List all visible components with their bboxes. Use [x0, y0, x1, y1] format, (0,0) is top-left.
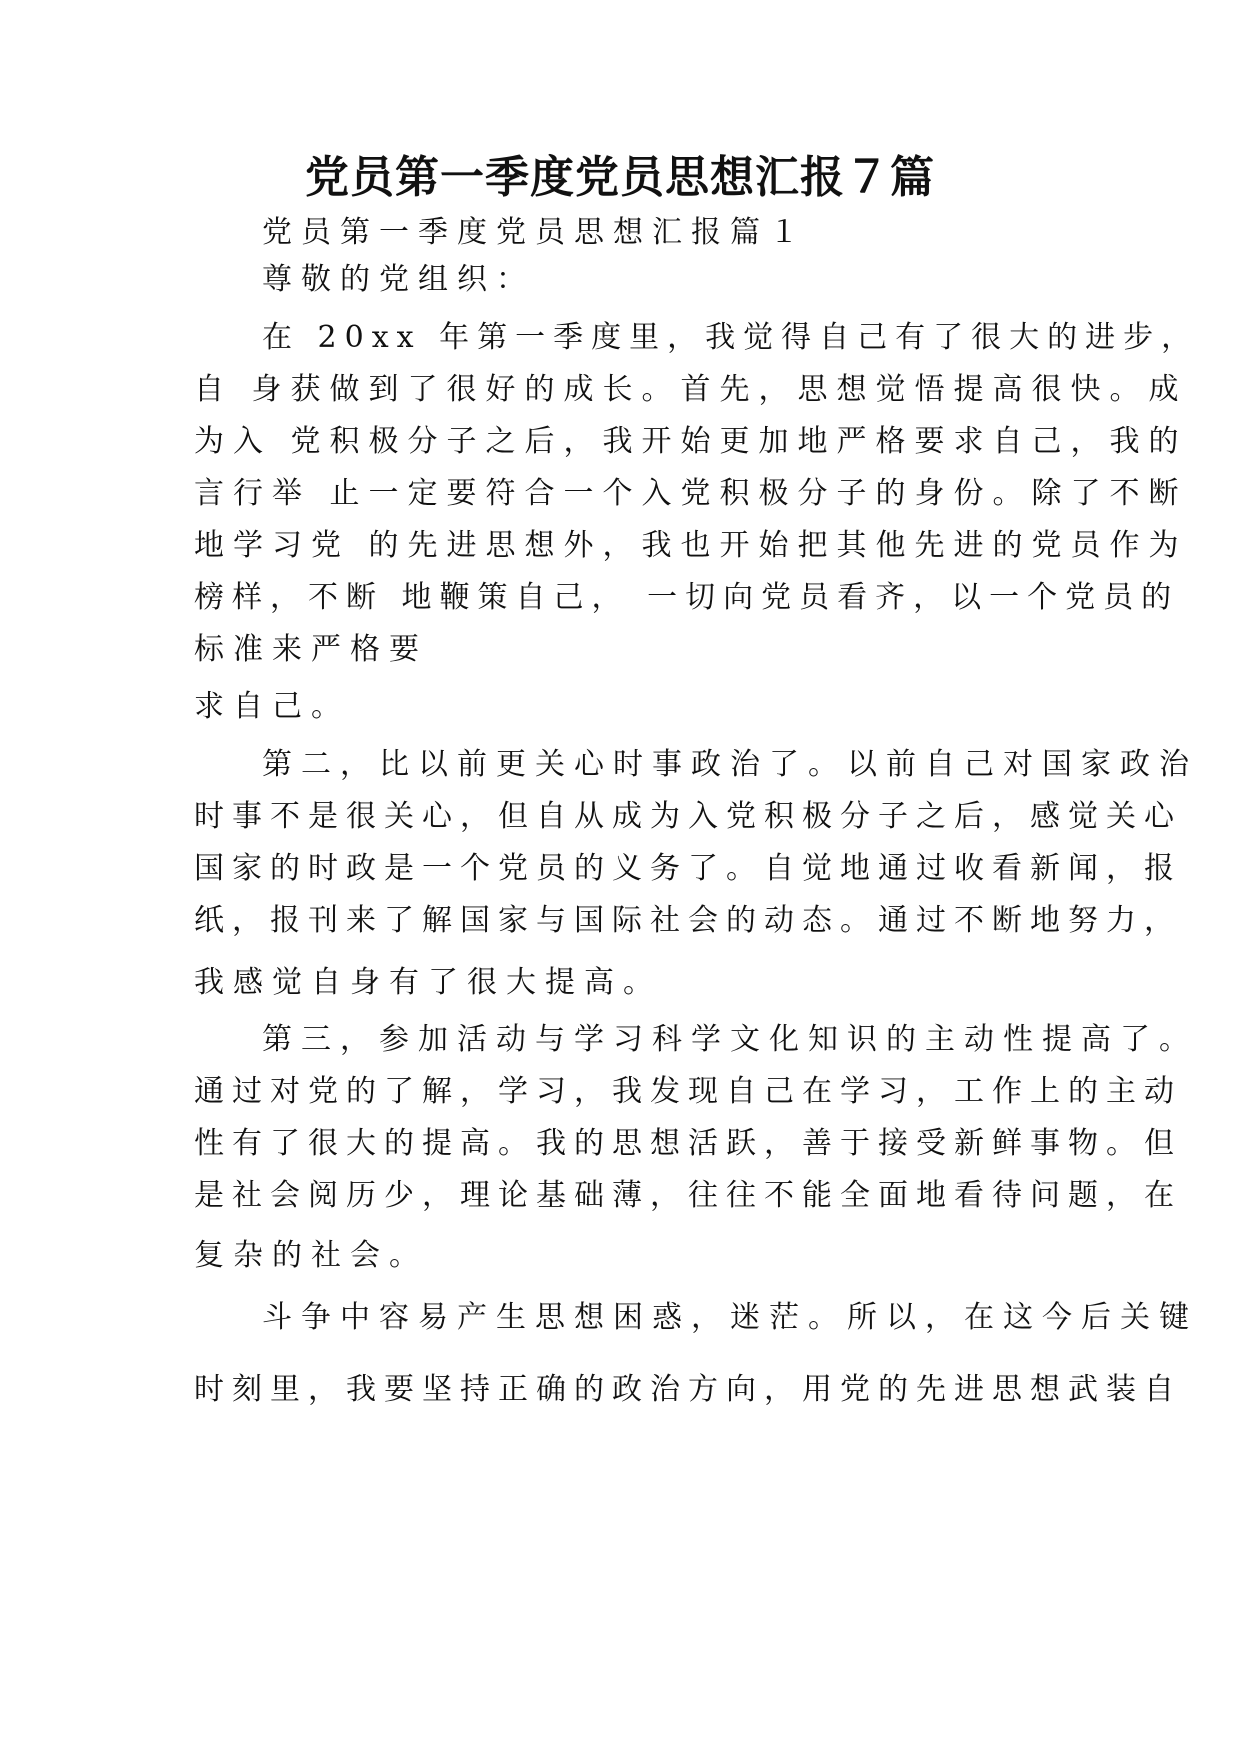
paragraph-1-line-6: 榜样，不断 地鞭策自己， 一切向党员看齐，以一个党员的 — [194, 580, 1180, 615]
paragraph-3-line-5: 复杂的社会。 — [194, 1238, 428, 1273]
paragraph-1-line-4: 言行举 止一定要符合一个入党积极分子的身份。除了不断 — [194, 476, 1188, 511]
paragraph-1-line-1: 在 20xx 年第一季度里，我觉得自己有了很大的进步， — [262, 320, 1200, 355]
document-title: 党员第一季度党员思想汇报７篇 — [305, 152, 935, 203]
paragraph-4-line-1: 斗争中容易产生思想困惑，迷茫。所以，在这今后关键 — [262, 1300, 1198, 1335]
paragraph-2-line-2: 时事不是很关心，但自从成为入党积极分子之后，感觉关心 — [194, 799, 1182, 834]
paragraph-2-line-1: 第二，比以前更关心时事政治了。以前自己对国家政治 — [262, 747, 1198, 782]
paragraph-3-line-2: 通过对党的了解，学习，我发现自己在学习，工作上的主动 — [194, 1074, 1182, 1109]
paragraph-3-line-3: 性有了很大的提高。我的思想活跃，善于接受新鲜事物。但 — [194, 1126, 1182, 1161]
paragraph-1-line-8: 求自己。 — [194, 689, 350, 724]
paragraph-3-line-1: 第三，参加活动与学习科学文化知识的主动性提高了。 — [262, 1022, 1198, 1057]
paragraph-2-line-3: 国家的时政是一个党员的义务了。自觉地通过收看新闻，报 — [194, 851, 1182, 886]
paragraph-2-line-4: 纸，报刊来了解国家与国际社会的动态。通过不断地努力， — [194, 903, 1182, 938]
paragraph-1-line-7: 标准来严格要 — [194, 632, 428, 667]
salutation: 尊敬的党组织： — [262, 262, 535, 297]
paragraph-2-line-5: 我感觉自身有了很大提高。 — [194, 965, 662, 1000]
paragraph-1-line-3: 为入 党积极分子之后，我开始更加地严格要求自己，我的 — [194, 424, 1188, 459]
section-subtitle: 党员第一季度党员思想汇报篇１ — [262, 215, 808, 250]
paragraph-3-line-4: 是社会阅历少，理论基础薄，往往不能全面地看待问题，在 — [194, 1178, 1182, 1213]
paragraph-1-line-5: 地学习党 的先进思想外，我也开始把其他先进的党员作为 — [194, 528, 1188, 563]
paragraph-1-line-2: 自 身获做到了很好的成长。首先，思想觉悟提高很快。成 — [194, 372, 1188, 407]
paragraph-4-line-2: 时刻里，我要坚持正确的政治方向，用党的先进思想武装自 — [194, 1372, 1182, 1407]
